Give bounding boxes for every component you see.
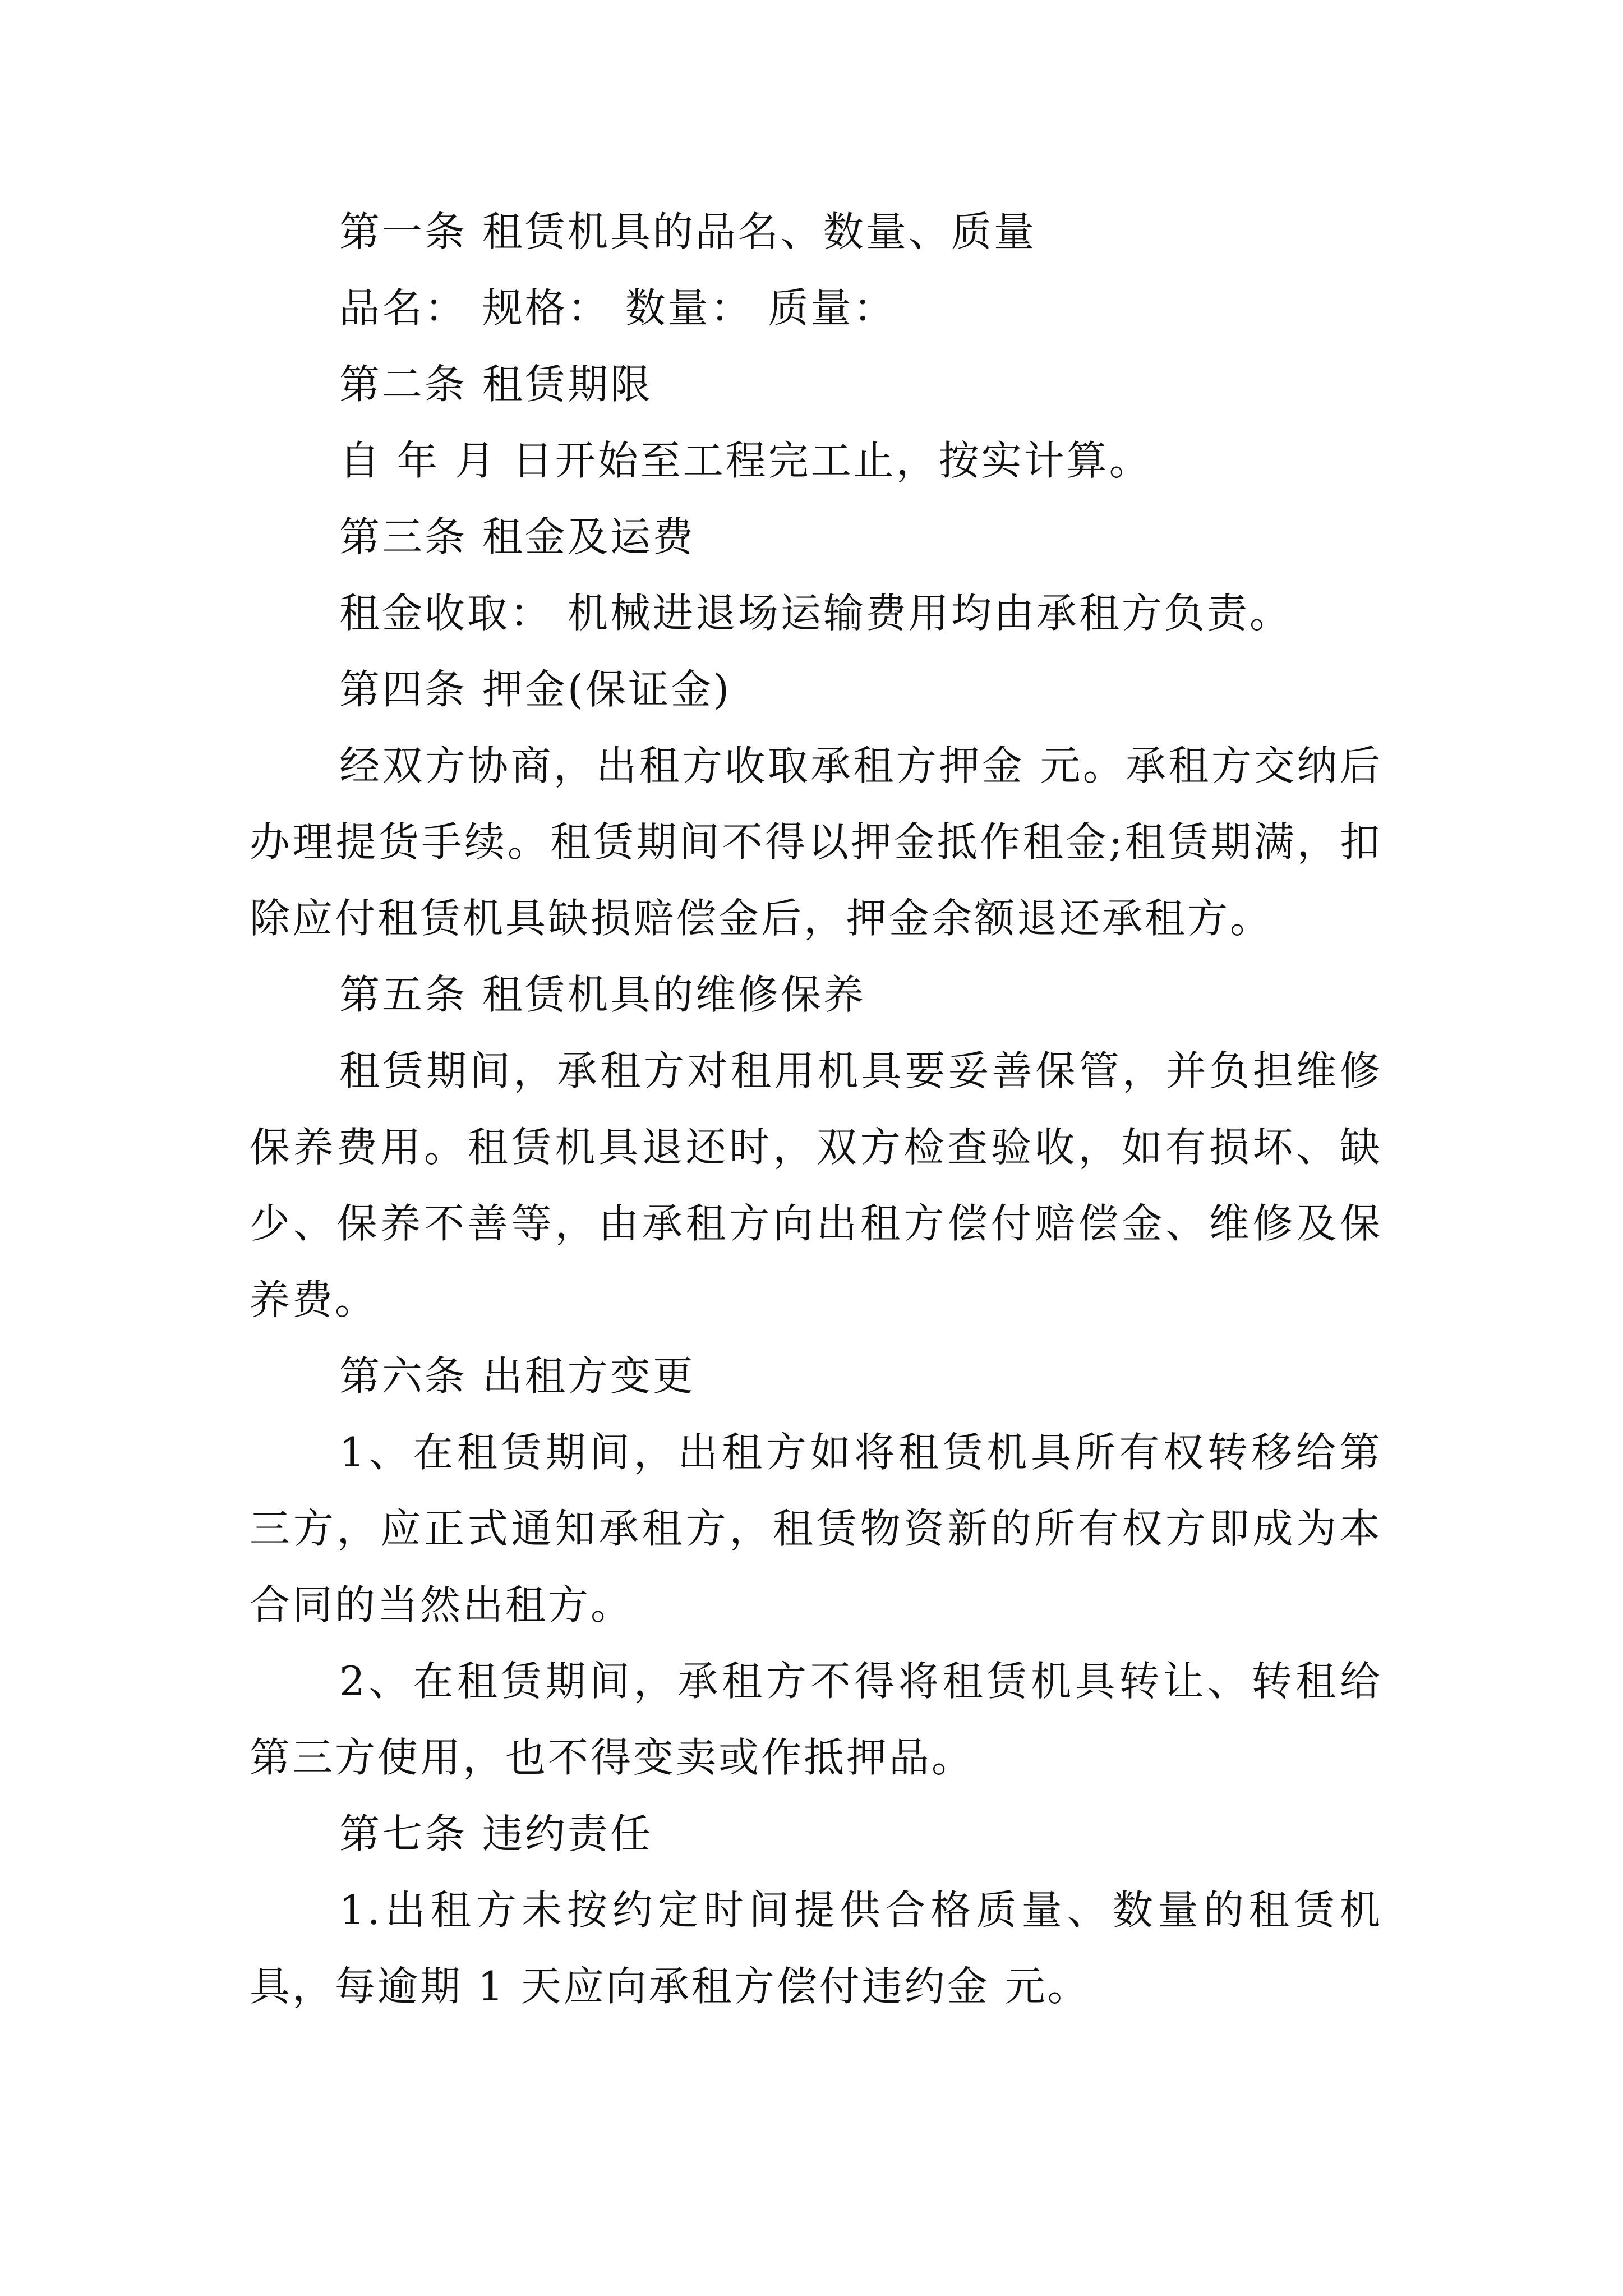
document-body (250, 194, 1382, 2024)
article-4-heading: 第四条 押金(保证金) (339, 666, 732, 713)
deposit-paragraph: 经双方协商，出租方收取承租方押金 元。承租方交纳后办理提货手续。租赁期间不得以押金抵作租金;租赁期满，扣除应付租赁机具缺损赔偿金后，押金余额退还承租方。 (250, 742, 1382, 942)
liability-paragraph-1: 1.出租方未按约定时间提供合格质量、数量的租赁机具，每逾期 1 天应向承租方偿付违约金 元。 (250, 1887, 1382, 2010)
article-7-heading: 第七条 违约责任 (339, 1810, 653, 1857)
article-3-heading: 第三条 租金及运费 (339, 513, 695, 560)
item-fields-line: 品名： 规格： 数量： 质量： (339, 284, 896, 332)
lessor-change-paragraph-1: 1、在租赁期间，出租方如将租赁机具所有权转移给第三方，应正式通知承租方，租赁物资新的所有权方即成为本合同的当然出租方。 (250, 1429, 1382, 1628)
article-6-heading: 第六条 出租方变更 (339, 1352, 695, 1400)
article-2-heading: 第二条 租赁期限 (339, 361, 653, 408)
article-5-heading: 第五条 租赁机具的维修保养 (339, 971, 866, 1018)
lease-period-text: 自 年 月 日开始至工程完工止，按实计算。 (339, 437, 1152, 484)
lessor-change-paragraph-2: 2、在租赁期间，承租方不得将租赁机具转让、转租给第三方使用，也不得变卖或作抵押品。 (250, 1658, 1382, 1781)
article-1-heading: 第一条 租赁机具的品名、数量、质量 (339, 208, 1036, 255)
maintenance-paragraph: 租赁期间，承租方对租用机具要妥善保管，并负担维修保养费用。租赁机具退还时，双方检查验收，如有损坏、缺少、保养不善等，由承租方向出租方偿付赔偿金、维修及保养费。 (250, 1047, 1382, 1323)
rent-text: 租金收取： 机械进退场运输费用均由承租方负责。 (339, 590, 1292, 637)
